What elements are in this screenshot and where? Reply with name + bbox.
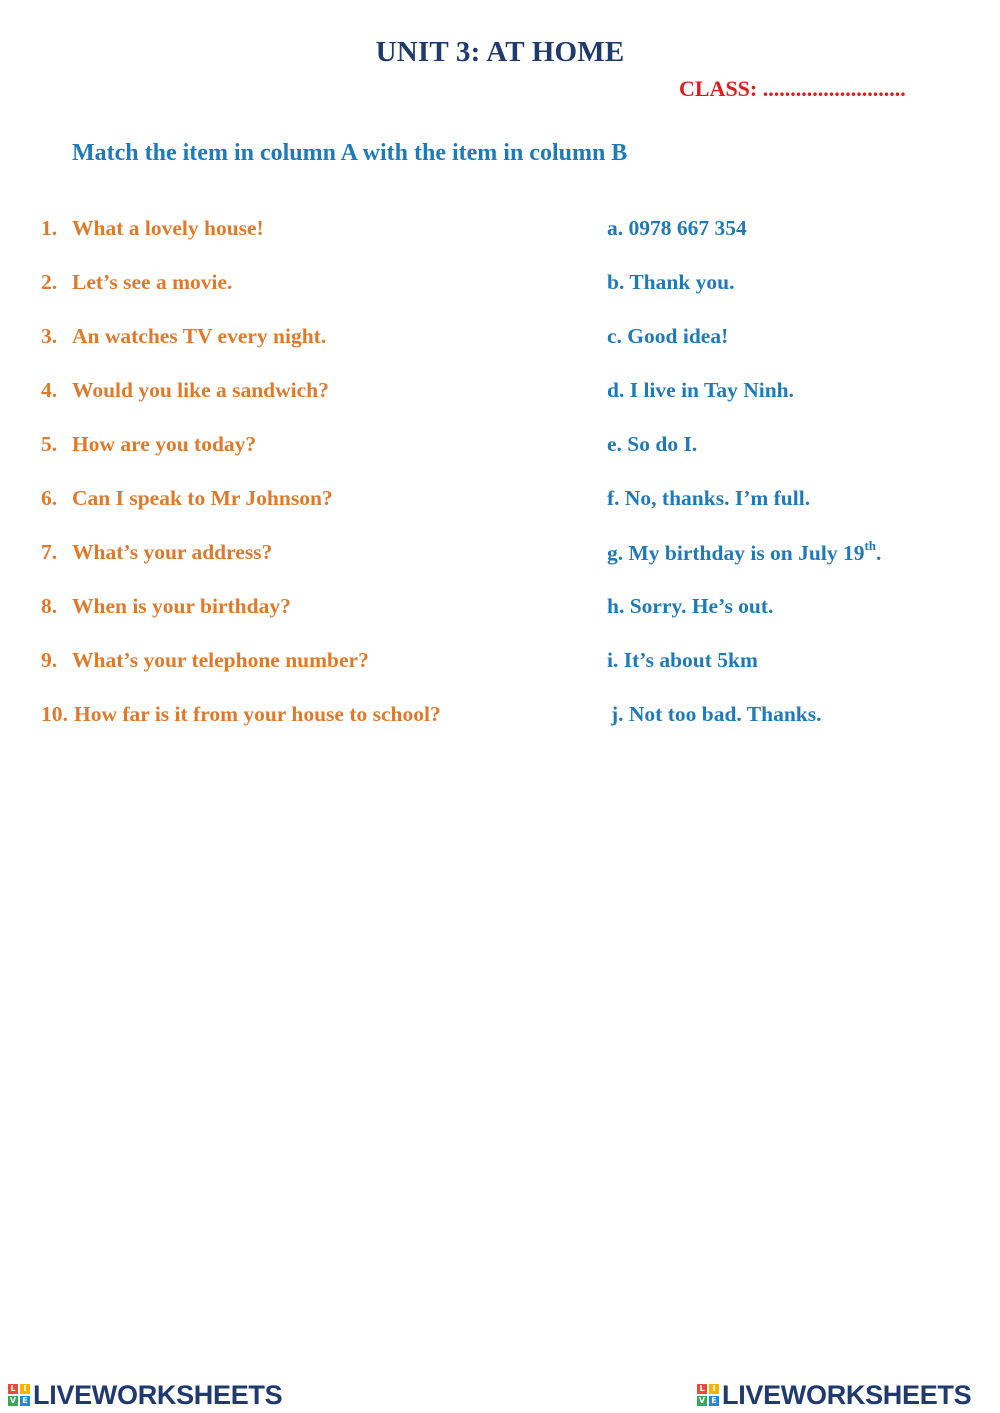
match-row	[0, 270, 1000, 300]
answer-text: b. Thank you.	[607, 270, 735, 294]
logo-blocks-icon: L I V E	[8, 1384, 30, 1406]
question-number: 2.	[41, 270, 58, 294]
logo-blocks-icon: L I V E	[697, 1384, 719, 1406]
answer-text: c. Good idea!	[607, 324, 729, 348]
match-row	[0, 702, 1000, 732]
question-number: 8.	[41, 594, 58, 618]
answer-text: d. I live in Tay Ninh.	[607, 378, 795, 402]
liveworksheets-logo	[697, 1380, 971, 1410]
question-text: An watches TV every night.	[72, 324, 327, 348]
question-number: 7.	[41, 540, 58, 564]
answer-text: a. 0978 667 354	[607, 216, 747, 240]
answer-text: j. Not too bad. Thanks.	[611, 702, 822, 726]
match-row	[0, 594, 1000, 624]
answer-text: e. So do I.	[607, 432, 698, 456]
logo-text: LIVEWORKSHEETS	[722, 1379, 972, 1410]
answer-text: h. Sorry. He’s out.	[607, 594, 774, 618]
match-row	[0, 648, 1000, 678]
ordinal-suffix: th	[864, 538, 877, 553]
question-text: What’s your telephone number?	[72, 648, 369, 672]
question-number: 6.	[41, 486, 58, 510]
question-number: 10.	[41, 702, 68, 726]
match-row	[0, 486, 1000, 516]
instruction-text: Match the item in column A with the item in column B	[72, 140, 628, 166]
match-row	[0, 540, 1000, 570]
question-text: When is your birthday?	[72, 594, 291, 618]
answer-text	[607, 540, 881, 566]
match-row	[0, 432, 1000, 462]
question-text: What a lovely house!	[72, 216, 264, 240]
match-row	[0, 324, 1000, 354]
answer-text: f. No, thanks. I’m full.	[607, 486, 811, 510]
question-text: How are you today?	[72, 432, 257, 456]
answer-end-punctuation: .	[876, 541, 882, 566]
question-text: Can I speak to Mr Johnson?	[72, 486, 333, 510]
question-text: Let’s see a movie.	[72, 270, 233, 294]
liveworksheets-logo	[8, 1380, 282, 1410]
question-number: 5.	[41, 432, 58, 456]
match-row	[0, 378, 1000, 408]
question-number: 9.	[41, 648, 58, 672]
question-text: What’s your address?	[72, 540, 273, 564]
answer-main-text: g. My birthday is on July 19	[607, 541, 865, 566]
logo-text: LIVEWORKSHEETS	[33, 1379, 283, 1410]
answer-text: i. It’s about 5km	[607, 648, 758, 672]
question-number: 1.	[41, 216, 58, 240]
page-title: UNIT 3: AT HOME	[375, 36, 625, 68]
question-text: Would you like a sandwich?	[72, 378, 329, 402]
question-text: How far is it from your house to school?	[74, 702, 441, 726]
class-label: CLASS: ..........................	[679, 76, 906, 101]
match-row	[0, 216, 1000, 246]
question-number: 4.	[41, 378, 58, 402]
question-number: 3.	[41, 324, 58, 348]
